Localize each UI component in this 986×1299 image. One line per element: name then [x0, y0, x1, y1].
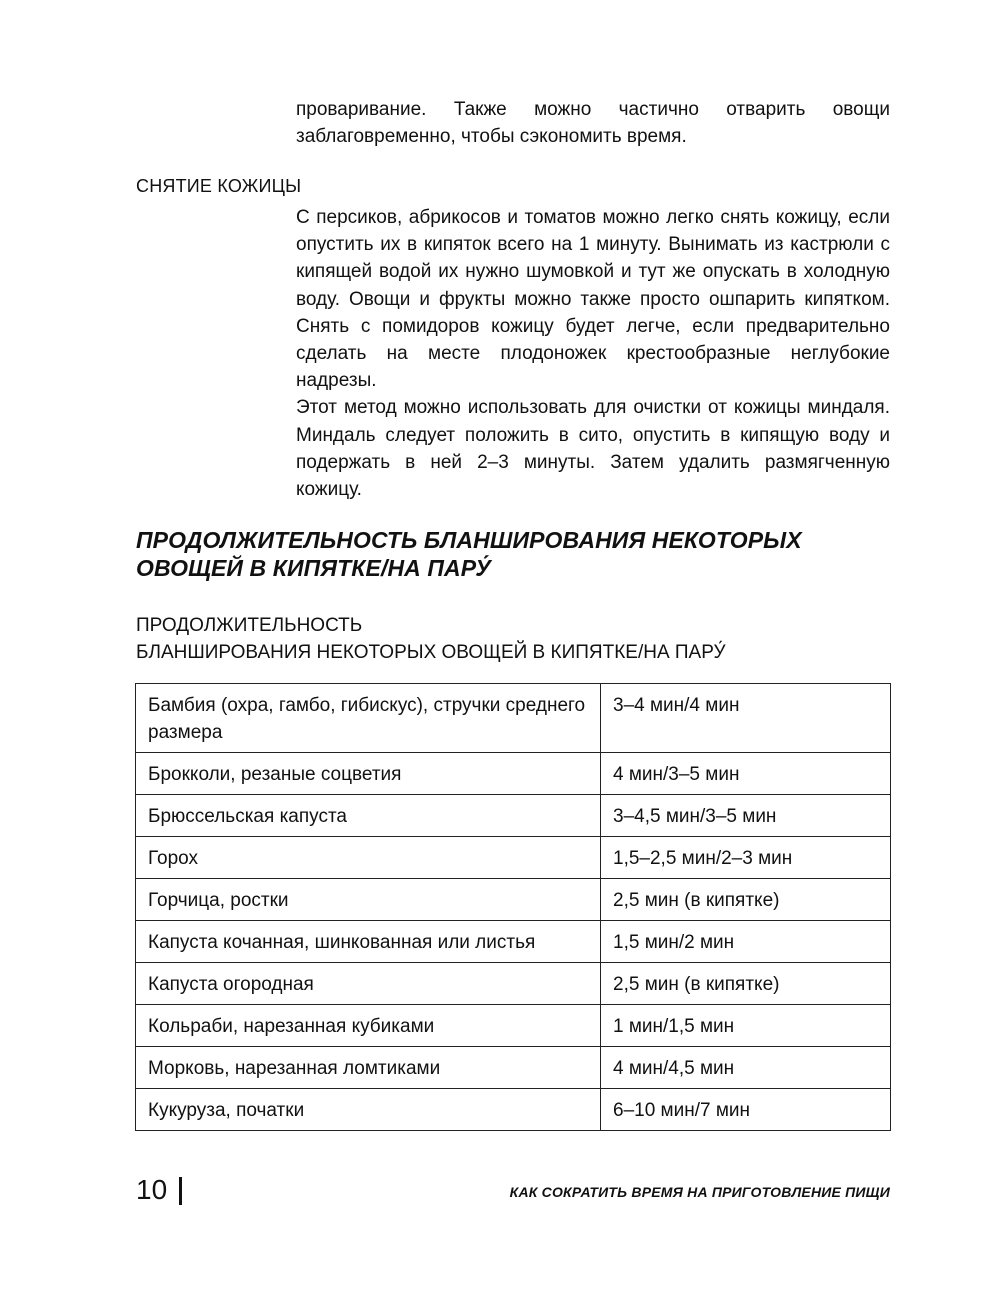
table-row: [136, 837, 891, 879]
peeling-paragraph-1: С персиков, абрикосов и томатов можно легко снять кожицу, если опустить их в кипяток всего на 1 минуту. Вынимать из кастрюли с кипящей водой их нужно шумовкой и тут же опускать в холодную воду. Овощи и фрукты можно также просто ошпарить кипятком. Снять с помидоров кожицу будет легче, если предварительно сделать на месте плодоножек крестообразные неглубокие надрезы.: [296, 207, 890, 392]
vegetable-cell: Кольраби, нарезанная кубиками: [136, 1005, 601, 1047]
page-number: 10: [136, 1174, 168, 1205]
table-caption: [136, 612, 896, 666]
table-row: [136, 684, 891, 753]
table-row: [136, 795, 891, 837]
running-title: КАК СОКРАТИТЬ ВРЕМЯ НА ПРИГОТОВЛЕНИЕ ПИЩИ: [509, 1184, 890, 1200]
vegetable-cell: Бамбия (охра, гамбо, гибискус), стручки среднего размера: [136, 684, 601, 753]
vegetable-cell: Морковь, нарезанная ломтиками: [136, 1047, 601, 1089]
vegetable-cell: Капуста огородная: [136, 963, 601, 1005]
peeling-heading: СНЯТИЕ КОЖИЦЫ: [136, 176, 302, 196]
footer-divider: [179, 1177, 182, 1205]
time-cell: 1 мин/1,5 мин: [601, 1005, 891, 1047]
time-cell: 2,5 мин (в кипятке): [601, 963, 891, 1005]
section-title: ПРОДОЛЖИТЕЛЬНОСТЬ БЛАНШИРОВАНИЯ НЕКОТОРЫХ ОВОЩЕЙ В КИПЯТКЕ/НА ПАРУ́: [136, 527, 802, 581]
time-cell: 4 мин/4,5 мин: [601, 1047, 891, 1089]
vegetable-cell: Кукуруза, початки: [136, 1089, 601, 1131]
intro-text: проваривание. Также можно частично отварить овощи заблаговременно, чтобы сэкономить время.: [296, 99, 890, 147]
vegetable-cell: Капуста кочанная, шинкованная или листья: [136, 921, 601, 963]
time-cell: 2,5 мин (в кипятке): [601, 879, 891, 921]
table-caption-line-2: БЛАНШИРОВАНИЯ НЕКОТОРЫХ ОВОЩЕЙ В КИПЯТКЕ/НА ПАРУ́: [136, 642, 726, 663]
table-row: [136, 1047, 891, 1089]
vegetable-cell: Брюссельская капуста: [136, 795, 601, 837]
intro-paragraph: [296, 96, 890, 150]
time-cell: 1,5 мин/2 мин: [601, 921, 891, 963]
vegetable-cell: Горчица, ростки: [136, 879, 601, 921]
vegetable-cell: Брокколи, резаные соцветия: [136, 753, 601, 795]
vegetable-cell: Горох: [136, 837, 601, 879]
time-cell: 4 мин/3–5 мин: [601, 753, 891, 795]
time-cell: 3–4,5 мин/3–5 мин: [601, 795, 891, 837]
time-cell: 1,5–2,5 мин/2–3 мин: [601, 837, 891, 879]
table-row: [136, 921, 891, 963]
peeling-paragraph-2: Этот метод можно использовать для очистки от кожицы миндаля. Миндаль следует положить в сито, опустить в кипящую воду и подержать в ней 2–3 минуты. Затем удалить размягченную кожицу.: [296, 397, 890, 501]
table-caption-line-1: ПРОДОЛЖИТЕЛЬНОСТЬ: [136, 615, 363, 636]
time-cell: 3–4 мин/4 мин: [601, 684, 891, 753]
table-row: [136, 1005, 891, 1047]
table-row: [136, 963, 891, 1005]
peeling-body: [296, 204, 890, 503]
table-row: [136, 753, 891, 795]
blanching-table: [135, 683, 891, 1131]
table-row: [136, 879, 891, 921]
time-cell: 6–10 мин/7 мин: [601, 1089, 891, 1131]
table-row: [136, 1089, 891, 1131]
